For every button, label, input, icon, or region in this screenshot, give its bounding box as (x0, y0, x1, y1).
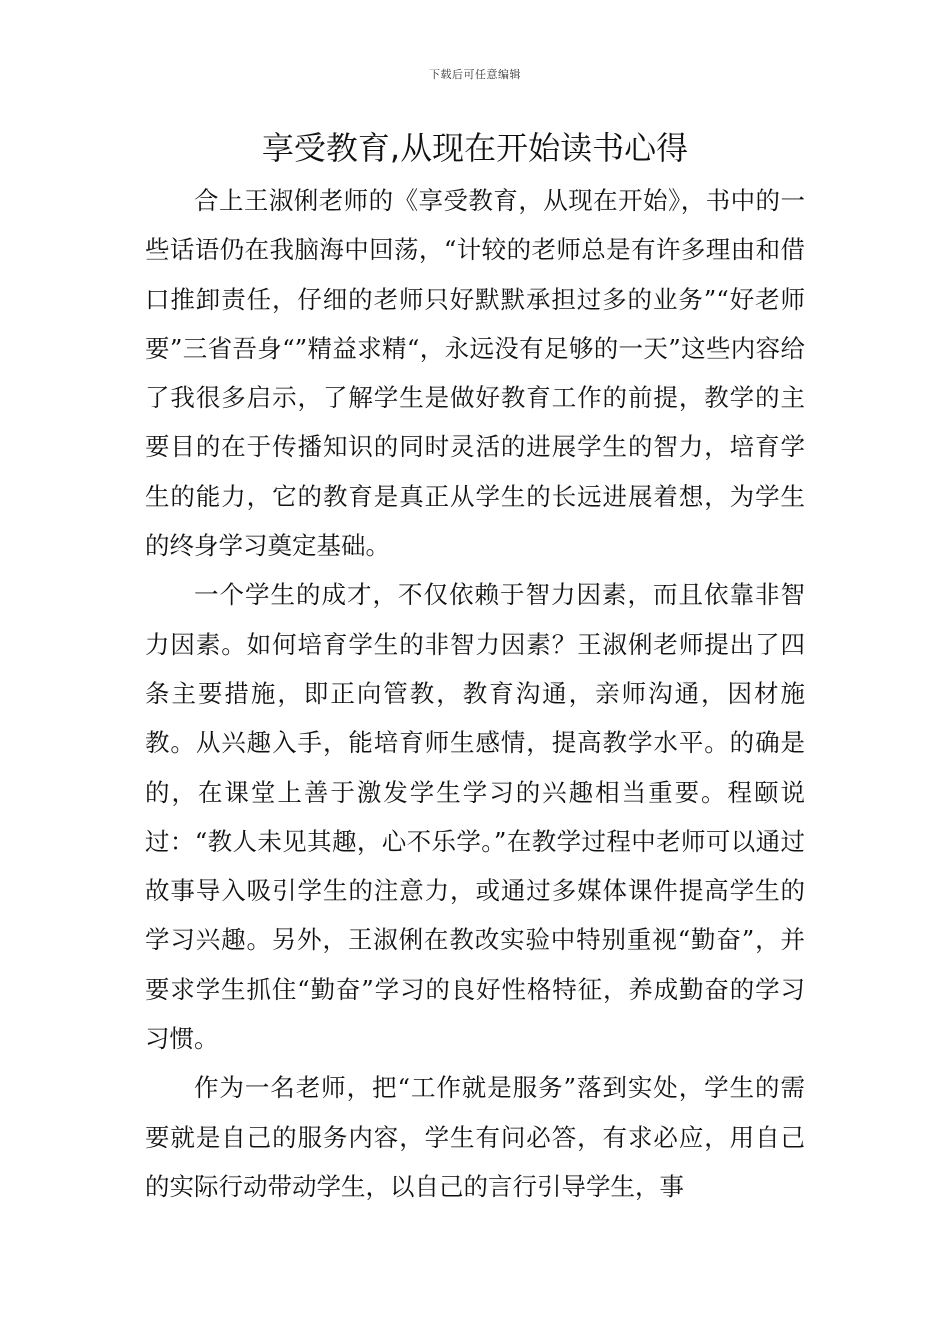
paragraph-3: 作为一名老师，把“工作就是服务”落到实处，学生的需要就是自己的服务内容，学生有问必答，有求必应，用自己的实际行动带动学生，以自己的言行引导学生，事 (145, 1073, 805, 1201)
paragraph-2: 一个学生的成才，不仅依赖于智力因素，而且依靠非智力因素。如何培育学生的非智力因素？王淑俐老师提出了四条主要措施，即正向管教，教育沟通，亲师沟通，因材施教。从兴趣入手，能培育师生感情，提高教学水平。的确是的，在课堂上善于激发学生学习的兴趣相当重要。程颐说过：“教人未见其趣，心不乐学。”在教学过程中老师可以通过故事导入吸引学生的注意力，或通过多媒体课件提高学生的学习兴趣。另外，王淑俐在教改实验中特别重视“勤奋”，并要求学生抓住“勤奋”学习的良好性格特征，养成勤奋的学习习惯。 (145, 580, 805, 1054)
paragraph-1: 合上王淑俐老师的《享受教育，从现在开始》，书中的一些话语仍在我脑海中回荡，“计较的老师总是有许多理由和借口推卸责任，仔细的老师只好默默承担过多的业务”“好老师要”三省吾身“”精益求精“，永远没有足够的一天”这些内容给了我很多启示，了解学生是做好教育工作的前提，教学的主要目的在于传播知识的同时灵活的进展学生的智力，培育学生的能力，它的教育是真正从学生的长远进展着想，为学生的终身学习奠定基础。 (145, 186, 805, 561)
document-body (145, 176, 805, 1211)
header-note: 下载后可任意编辑 (429, 68, 521, 81)
document-title: 享受教育,从现在开始读书心得 (261, 129, 689, 167)
